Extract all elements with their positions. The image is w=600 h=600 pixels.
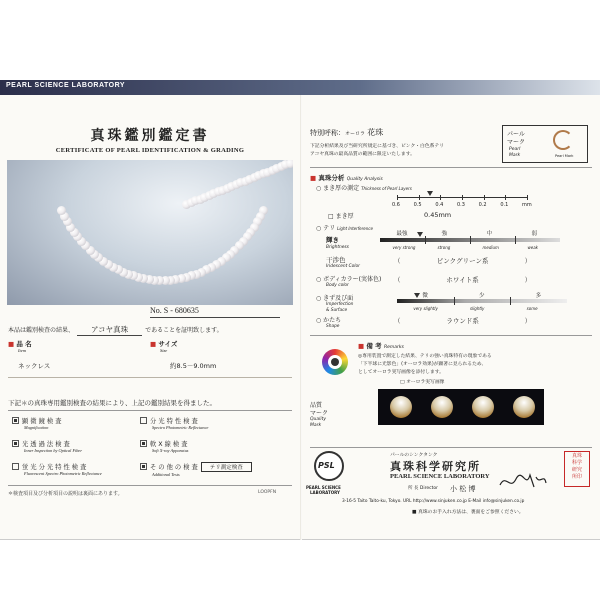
- blemish-grade-label: 多: [535, 293, 542, 299]
- psl-logo-text: PSL: [318, 461, 335, 470]
- blemish-grade-label: 少: [479, 293, 485, 299]
- interference-value: （ ピンクグリーン系 ）: [394, 257, 532, 265]
- pearl-bead: [57, 206, 66, 215]
- special-name-line: 特別呼称：オーロラ 花珠: [310, 128, 384, 137]
- certificate-title-en: CERTIFICATE OF PEARL IDENTIFICATION & GRADING: [55, 147, 245, 154]
- shape-label-en: Shape: [326, 324, 340, 329]
- size-value: 約8.5－9.0mm: [170, 362, 217, 370]
- blemish-marker: [414, 293, 420, 298]
- remarks-line-3: としてオーロラ実写画像を添付します。: [358, 370, 444, 375]
- nacre-scale-label: 0.3: [457, 202, 465, 208]
- test-item: 軟 X 線 検 査 Soft X-ray Apparatus: [140, 439, 188, 453]
- brightness-grade-label-en: strong: [437, 245, 451, 250]
- test-item: 分 光 特 性 検 査 Spectro Photometric Reflectance: [140, 416, 208, 430]
- body-color-value: （ ホワイト系 ）: [394, 276, 532, 284]
- director-name: 小 松 博: [450, 485, 476, 493]
- nacre-scale-label: mm: [522, 202, 532, 208]
- nacre-scale-label: 0.5: [413, 202, 422, 208]
- nacre-scale-label: 0.6: [392, 202, 400, 208]
- remarks-line-1: ◎専用装置で測定した結果、テリの強い真珠特有の現象である: [358, 354, 492, 359]
- quality-mark-en-2: Mark: [310, 423, 322, 428]
- test-checkbox: [140, 417, 147, 424]
- special-desc-2: アコヤ真珠の最高品質の範囲に限定いたします。: [310, 152, 415, 157]
- blemish-grade-divider: [510, 297, 511, 305]
- luster-label: ○ テリ Light Interference: [316, 225, 373, 232]
- test-checkbox: [12, 417, 19, 424]
- quality-mark-jp-1: 品質: [310, 402, 323, 409]
- pearl-necklace-photo: [7, 160, 293, 305]
- test-list: [8, 410, 292, 486]
- aurora-photo-label: □ オーロラ実写画像: [400, 380, 445, 385]
- result-statement: 本品は鑑別検査の結果、 アコヤ真珠 であることを証明致します。: [8, 325, 223, 334]
- nacre-scale-tick: [419, 195, 420, 200]
- psl-caption-1: PEARL SCIENCE: [306, 485, 341, 490]
- nacre-scale-tick: [484, 195, 485, 200]
- brightness-grade-label: 最強: [396, 231, 408, 237]
- lab-address: 3-16-5 Taito Taito-ku, Tokyo. URL http://www.sinjuken.co.jp E-Mail info@sinjuken.co.jp: [342, 499, 525, 504]
- test-checkbox: [12, 440, 19, 447]
- blemish-grade-label-en: slightly: [470, 306, 485, 311]
- brightness-grade-label-en: weak: [527, 245, 538, 250]
- quality-mark-en-1: Quality: [310, 417, 327, 422]
- lab-small-text: パールのシンクタンク: [390, 453, 438, 458]
- director-signature: [498, 469, 548, 493]
- brightness-label-en: Brightness: [326, 245, 349, 250]
- psl-caption-2: LABORATORY: [310, 490, 340, 495]
- size-label-en: Size: [160, 348, 168, 353]
- blemish-grade-label-en: very slightly: [413, 306, 438, 311]
- interference-label: 干渉色: [326, 256, 346, 264]
- aurora-pearl-2: [431, 396, 453, 418]
- right-panel: [302, 95, 600, 540]
- item-label-en: Item: [18, 348, 26, 353]
- director-label: 所 長 Director: [408, 486, 438, 491]
- brightness-grade-label: 強: [441, 231, 448, 237]
- aurora-pearl-4: [513, 396, 535, 418]
- other-test-value: テリ測定検査: [201, 462, 252, 472]
- blemish-label-en-1: Imperfection: [326, 302, 354, 307]
- form-code: LOOPFN: [258, 490, 277, 495]
- analysis-label: ■ 真珠分析 Quality Analysis: [310, 174, 383, 182]
- body-color-label: ○ ボディカラー(実体色): [316, 276, 382, 283]
- item-value: ネックレス: [18, 362, 51, 370]
- pearl-mark-box: パール マーク Pearl Mark Pearl Mark: [502, 125, 588, 163]
- nacre-thickness-label: □ まき厚: [328, 213, 354, 220]
- nacre-scale-tick: [440, 195, 441, 200]
- brightness-grade-divider: [425, 236, 426, 244]
- certificate-number: No. S - 680635: [150, 306, 199, 315]
- brightness-marker: [417, 232, 423, 237]
- test-item: そ の 他 の 検 査 テリ測定検査 Additional Tests: [140, 462, 252, 477]
- blemish-grade-label: 微: [422, 293, 428, 299]
- footnote: ＊検査項目及び分析項目の説明は裏面にあります。: [8, 491, 123, 497]
- nacre-scale-label: 0.4: [435, 202, 444, 208]
- blemish-grade-divider: [454, 297, 455, 305]
- test-item: 光 透 過 法 検 査 Inner Inspection by Optical Fiber: [12, 439, 82, 453]
- test-checkbox: [140, 463, 147, 470]
- pearl-type: アコヤ真珠: [77, 324, 142, 336]
- brightness-label: 輝き: [326, 236, 339, 244]
- test-note: 下記＊の真珠専用鑑別検査の結果により、上記の鑑別結果を得ました。: [8, 399, 216, 407]
- interference-label-en: Iridescent Color: [326, 264, 360, 269]
- lab-band: PEARL SCIENCE LABORATORY: [0, 80, 600, 95]
- blemish-label-en-2: & Surface: [326, 308, 348, 313]
- nacre-scale-tick: [462, 195, 463, 200]
- left-panel: [0, 95, 300, 540]
- blemish-grade-label-en: some: [526, 306, 538, 311]
- nacre-scale-tick: [397, 195, 398, 200]
- pearl-bead: [286, 160, 294, 168]
- brightness-grade-label: 中: [486, 231, 493, 237]
- nacre-scale-label: 0.1: [500, 202, 509, 208]
- test-item: 蛍 光 分 光 特 性 検 査 Fluorescent Spectro Photometric Reflectance: [12, 462, 102, 476]
- lab-name-jp: 真珠科学研究所: [390, 460, 481, 473]
- size-label: ■ サイズ: [150, 340, 178, 348]
- lab-seal: 真珠 科学 研究 所印: [564, 451, 590, 487]
- nacre-scale-tick: [505, 195, 506, 200]
- test-item: 顕 微 鏡 検 査 Magnification: [12, 416, 62, 430]
- special-desc-1: 下記分析結果及び当研究所規定に基づき、ピンク・白色系テリ: [310, 144, 445, 149]
- aurora-emblem-core: [331, 358, 339, 366]
- nacre-marker: [427, 191, 433, 196]
- certificate-number-underline: [150, 317, 280, 318]
- blemish-bar: [397, 299, 567, 303]
- brightness-grade-label-en: medium: [482, 245, 499, 250]
- shape-value: （ ラウンド系 ）: [394, 317, 532, 325]
- divider: [8, 377, 292, 378]
- divider: [310, 167, 592, 168]
- blemish-label: ○ きず及び面: [316, 295, 354, 302]
- test-checkbox: [12, 463, 19, 470]
- test-checkbox: [140, 440, 147, 447]
- divider: [310, 447, 592, 448]
- lab-name-en: PEARL SCIENCE LABORATORY: [390, 473, 490, 480]
- care-note: ■ 真珠のお手入れ方法は、裏面をご参照ください。: [412, 510, 524, 515]
- nacre-thickness-value: 0.45mm: [424, 211, 452, 219]
- aurora-photo: [378, 389, 544, 425]
- quality-mark-jp-2: マーク: [310, 410, 329, 417]
- certificate-title-jp: 真珠鑑別鑑定書: [90, 128, 210, 144]
- brightness-grade-divider: [515, 236, 516, 244]
- brightness-grade-divider: [470, 236, 471, 244]
- nacre-scale-tick: [527, 195, 528, 200]
- brightness-grade-label: 弱: [531, 231, 538, 237]
- remarks-line-2: 「下半球に光影色」(オーロラ効果)が顕著に見られるため、: [358, 362, 487, 367]
- aurora-pearl-3: [472, 396, 494, 418]
- pearl-mark-logo-icon: [553, 130, 573, 150]
- remarks-label: ■ 備 考 Remarks: [358, 342, 404, 350]
- body-color-label-en: Body color: [326, 283, 349, 288]
- aurora-pearl-1: [390, 396, 412, 418]
- brightness-grade-label-en: very strong: [392, 245, 416, 250]
- divider: [310, 335, 592, 336]
- item-label: ■ 品 名: [8, 340, 32, 348]
- shape-label: ○ かたち: [316, 317, 342, 324]
- nacre-label: ○ まき厚の測定 Thickness of Pearl Layers: [316, 185, 412, 192]
- nacre-scale-label: 0.2: [478, 202, 487, 208]
